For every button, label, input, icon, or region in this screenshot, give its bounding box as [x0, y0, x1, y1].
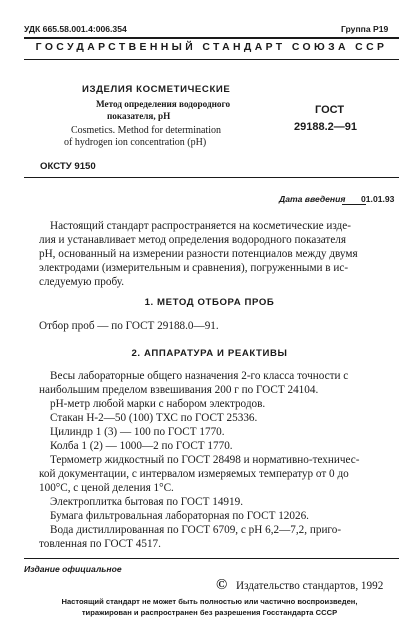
apparatus-line-10: Электроплитка бытовая по ГОСТ 14919. — [50, 496, 243, 508]
group-code: Группа Р19 — [341, 24, 389, 34]
apparatus-line-13: товленная по ГОСТ 4517. — [39, 538, 161, 550]
section-1-heading: 1. МЕТОД ОТБОРА ПРОБ — [144, 297, 275, 308]
intro-date-underline — [342, 204, 366, 205]
section-1-text: Отбор проб — по ГОСТ 29188.0—91. — [39, 320, 219, 332]
apparatus-line-4: Стакан Н-2—50 (100) ТХС по ГОСТ 25336. — [50, 412, 258, 424]
english-title-line-2: of hydrogen ion concentration (pH) — [64, 137, 207, 148]
header-top-rule — [24, 37, 399, 39]
footer-rule — [24, 558, 399, 559]
gost-number: 29188.2—91 — [294, 121, 357, 133]
document-subtitle-line-1: Метод определения водородного — [96, 99, 231, 109]
header-bottom-rule — [24, 59, 399, 60]
section-2-heading: 2. АППАРАТУРА И РЕАКТИВЫ — [131, 348, 288, 359]
official-edition-label: Издание официальное — [24, 564, 122, 574]
english-title-line-1: Cosmetics. Method for determination — [71, 125, 221, 136]
scope-line-4: электродами (измерительным и сравнения), погруженными в ис- — [39, 262, 349, 274]
document-subtitle-line-2: показателя, рН — [107, 111, 171, 121]
apparatus-line-6: Колба 1 (2) — 1000—2 по ГОСТ 1770. — [50, 440, 233, 452]
copyright-icon: © — [216, 577, 228, 593]
apparatus-line-9: 100°С, с ценой деления 1°С. — [39, 482, 174, 494]
udk-code: УДК 665.58.001.4:006.354 — [24, 24, 127, 34]
apparatus-line-11: Бумага фильтровальная лабораторная по ГОСТ 12026. — [50, 510, 309, 522]
apparatus-line-7: Термометр жидкостный по ГОСТ 28498 и нормативно-техничес- — [50, 454, 360, 466]
scope-line-5: следуемую пробу. — [39, 276, 125, 288]
okstu-code: ОКСТУ 9150 — [40, 161, 96, 172]
scope-line-2: лия и устанавливает метод определения водородного показателя — [39, 234, 347, 246]
reproduction-notice-line-1: Настоящий стандарт не может быть полностью или частично воспроизведен, — [61, 597, 358, 606]
state-standard-banner: ГОСУДАРСТВЕННЫЙ СТАНДАРТ СОЮЗА ССР — [35, 42, 388, 53]
intro-date-label: Дата введения — [279, 194, 346, 204]
reproduction-notice-line-2: тиражирован и распространен без разрешения Госстандарта СССР — [81, 608, 338, 617]
apparatus-line-1: Весы лабораторные общего назначения 2-го класса точности с — [50, 370, 349, 382]
title-block-rule — [24, 177, 399, 178]
copyright-text: Издательство стандартов, 1992 — [236, 580, 384, 592]
apparatus-line-8: кой документации, с интервалом измеряемых температур от 0 до — [39, 468, 349, 480]
apparatus-line-5: Цилиндр 1 (3) — 100 по ГОСТ 1770. — [50, 426, 225, 438]
gost-label: ГОСТ — [315, 104, 345, 116]
intro-date-value: 01.01.93 — [361, 194, 395, 204]
apparatus-line-2: наибольшим пределом взвешивания 200 г по ГОСТ 24104. — [39, 384, 319, 396]
document-title: ИЗДЕЛИЯ КОСМЕТИЧЕСКИЕ — [82, 84, 231, 95]
apparatus-line-3: рН-метр любой марки с набором электродов. — [50, 398, 266, 410]
apparatus-line-12: Вода дистиллированная по ГОСТ 6709, с рН 6,2—7,2, приго- — [50, 524, 342, 536]
scope-line-3: pH, основанный на измерении разности потенциалов между двумя — [39, 248, 358, 260]
scope-line-1: Настоящий стандарт распространяется на косметические изде- — [50, 220, 351, 232]
